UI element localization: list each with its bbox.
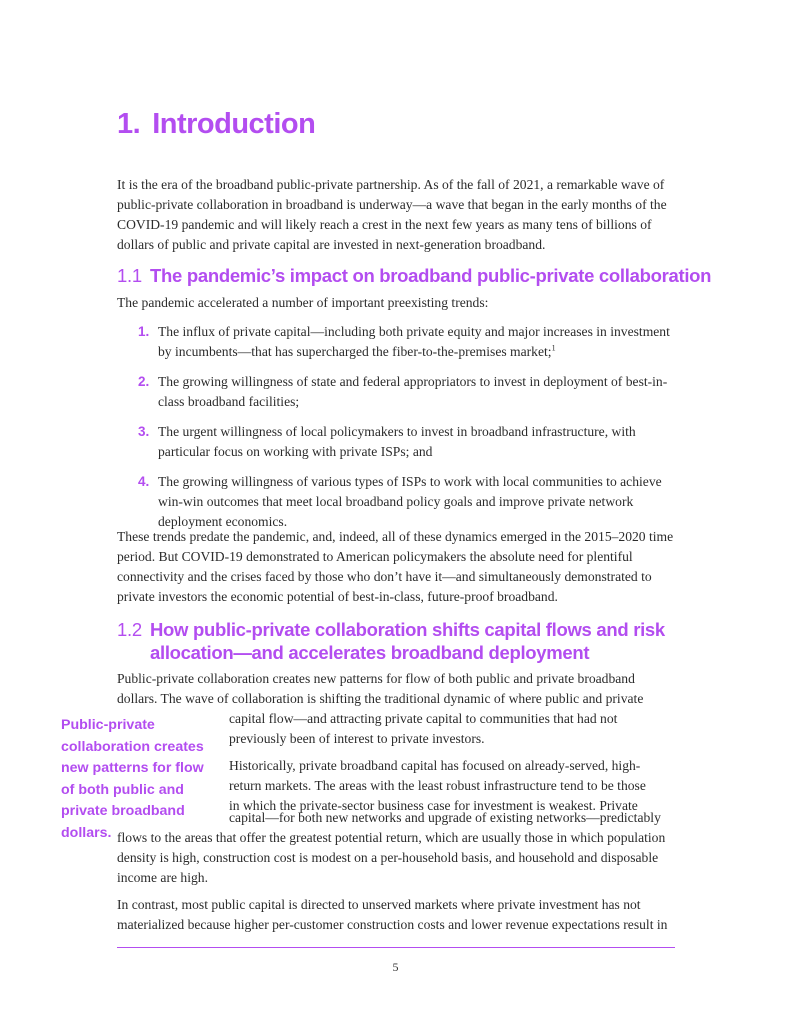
list-item [138, 422, 678, 462]
pull-quote: Public-private collaboration creates new patterns for flow of both public and private broadband dollars. [61, 717, 204, 841]
subsection-2-paragraph-3: In contrast, most public capital is directed to unserved markets where private investment has not materialized because higher per-customer construction costs and lower revenue expectations result in [117, 897, 668, 932]
subsection-2-number: 1.2 [117, 619, 142, 640]
subsection-2-heading [117, 618, 665, 664]
subsection-2-paragraph-2-line-b: return markets. The areas with the least robust infrastructure tend to be those [229, 778, 646, 793]
page-number: 5 [392, 960, 399, 974]
subsection-2-paragraph-2-line-d: capital—for both new networks and upgrade of existing networks—predictably [229, 810, 661, 825]
subsection-1-heading [117, 264, 711, 287]
subsection-2-title-line1: How public-private collaboration shifts capital flows and risk [150, 619, 665, 640]
section-title: Introduction [152, 108, 316, 140]
list-item-text: The urgent willingness of local policymakers to invest in broadband infrastructure, with particular focus on working with private ISPs; and [158, 424, 636, 459]
subsection-1-title: The pandemic’s impact on broadband public-private collaboration [150, 265, 712, 286]
subsection-2-paragraph-1-line-d: previously been of interest to private investors. [229, 731, 485, 746]
subsection-2-paragraph-1-line-c: capital flow—and attracting private capital to communities that had not [229, 711, 618, 726]
list-item-text: The growing willingness of state and federal appropriators to invest in deployment of best-in-class broadband facilities; [158, 374, 668, 409]
list-item-number: 3. [138, 424, 150, 439]
footer-divider [117, 947, 675, 948]
list-item-text: The influx of private capital—including both private equity and major increases in investment by incumbents—that has supercharged the fiber-to-the-premises market; [158, 324, 670, 359]
subsection-1-closing: These trends predate the pandemic, and, indeed, all of these dynamics emerged in the 2015–2020 time period. But COVID-19 demonstrated to American policymakers the absolute need for plentiful connectivity and the crises faced by those who don’t have it—and simultaneously demonstrated to private investors the economic potential of best-in-class, future-proof broadband. [117, 529, 674, 604]
subsection-2-title-line2: allocation—and accelerates broadband deployment [150, 642, 590, 663]
subsection-2-paragraph-2-line-c: in which the private-sector business case for investment is weakest. Private [229, 798, 638, 813]
subsection-1-lead: The pandemic accelerated a number of important preexisting trends: [117, 295, 489, 310]
section-number: 1. [117, 108, 141, 140]
subsection-2-paragraph-2-line-e: flows to the areas that offer the greatest potential return, which are usually those in which population density is high, construction cost is modest on a per-household basis, and household and disposable income are high. [117, 830, 666, 885]
section-heading [117, 108, 315, 141]
subsection-2-paragraph-1-line-a: Public-private collaboration creates new patterns for flow of both public and private broadband [117, 671, 635, 686]
list-item [138, 372, 678, 412]
list-item-number: 4. [138, 474, 150, 489]
list-item [138, 322, 678, 362]
intro-paragraph: It is the era of the broadband public-private partnership. As of the fall of 2021, a remarkable wave of public-private collaboration in broadband is underway—a wave that began in the early months of the COVID-19 pandemic and will likely reach a crest in the next few years as many tens of billions of dollars of public and private capital are invested in next-generation broadband. [117, 177, 667, 252]
subsection-2-paragraph-2-line-a: Historically, private broadband capital has focused on already-served, high- [229, 758, 641, 773]
list-item [138, 472, 678, 532]
list-item-number: 2. [138, 374, 150, 389]
footnote-marker[interactable]: 1 [551, 343, 556, 353]
trends-list [138, 322, 678, 532]
list-item-number: 1. [138, 324, 150, 339]
subsection-1-number: 1.1 [117, 265, 142, 286]
subsection-2-paragraph-1-line-b: dollars. The wave of collaboration is shifting the traditional dynamic of where public and private [117, 691, 644, 706]
list-item-text: The growing willingness of various types of ISPs to work with local communities to achieve win-win outcomes that meet local broadband policy goals and improve private network deployment economics. [158, 474, 662, 529]
